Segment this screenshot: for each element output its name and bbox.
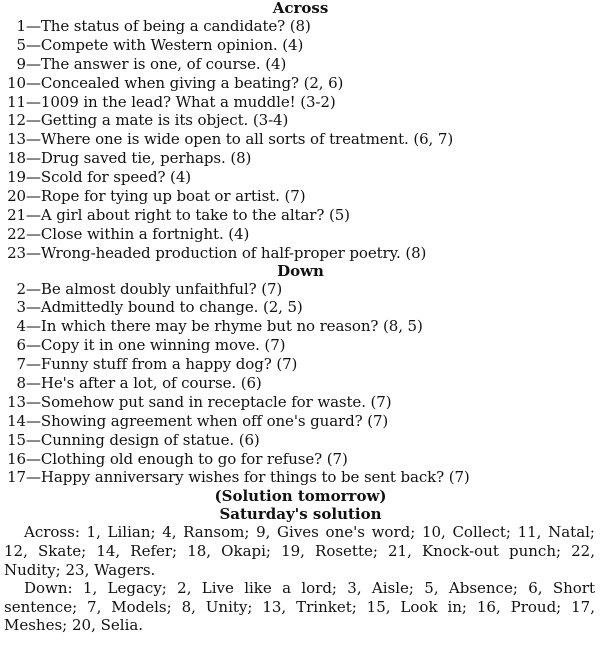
clue-text: —Be almost doubly unfaithful? (7) [26, 279, 283, 298]
clue-text: —Concealed when giving a beating? (2, 6) [26, 73, 344, 92]
down-clue-list [4, 280, 597, 488]
clue-text: —The status of being a candidate? (8) [26, 17, 311, 35]
across-clue-13 [4, 130, 597, 149]
down-clue-4 [4, 317, 597, 336]
across-heading: Across [272, 0, 329, 17]
saturday-solution-heading: Saturday's solution [219, 505, 382, 524]
across-clue-5 [4, 36, 597, 55]
clue-text: —A girl about right to take to the altar? (5) [26, 205, 350, 224]
clue-number: 14 [7, 411, 26, 430]
clue-number: 5 [16, 35, 26, 54]
clue-number: 13 [7, 130, 26, 149]
clue-number: 3 [16, 298, 26, 317]
solution-note: (Solution tomorrow) [214, 487, 387, 506]
across-clue-10 [4, 74, 597, 93]
clue-text: —Drug saved tie, perhaps. (8) [26, 149, 252, 168]
clue-text: —Where one is wide open to all sorts of treatment. (6, 7) [26, 130, 454, 149]
clue-text: —Cunning design of statue. (6) [26, 430, 260, 449]
clue-text: —1009 in the lead? What a muddle! (3-2) [26, 92, 336, 111]
across-clue-12 [4, 111, 597, 130]
clue-text: —Rope for tying up boat or artist. (7) [26, 187, 306, 206]
down-clue-17 [4, 468, 597, 487]
clue-number: 7 [16, 355, 26, 374]
clue-text: —Scold for speed? (4) [26, 168, 192, 187]
clue-number: 4 [16, 317, 26, 336]
clue-number: 22 [7, 224, 26, 243]
clue-text: —Admittedly bound to change. (2, 5) [26, 298, 303, 317]
across-clue-19 [4, 168, 597, 187]
clue-text: —Clothing old enough to go for refuse? (7) [26, 449, 348, 468]
across-clue-23 [4, 244, 597, 263]
clue-number: 8 [16, 374, 26, 393]
clue-text: —He's after a lot, of course. (6) [26, 374, 262, 393]
clue-text: —Wrong-headed production of half-proper poetry. (8) [26, 243, 427, 262]
clue-number: 6 [16, 336, 26, 355]
clue-text: —The answer is one, of course. (4) [26, 54, 287, 73]
clue-number: 17 [7, 468, 26, 487]
across-solution-text: Across: 1, Lilian; 4, Ransom; 9, Gives one's word; 10, Collect; 11, Natal; 12, Skate; 14, Refer; 18, Okapi; 19, Rosette; 21, Knock-out punch; 22, Nudity; 23, Wagers. [4, 523, 595, 579]
down-clue-7 [4, 355, 597, 374]
clue-text: —Close within a fortnight. (4) [26, 224, 250, 243]
down-clue-15 [4, 431, 597, 450]
clue-number: 10 [7, 73, 26, 92]
down-clue-14 [4, 412, 597, 431]
clue-number: 13 [7, 392, 26, 411]
clue-number: 1 [16, 17, 26, 35]
clue-number: 11 [7, 92, 26, 111]
clue-number: 15 [7, 430, 26, 449]
clue-text: —Happy anniversary wishes for things to be sent back? (7) [26, 468, 470, 487]
clue-number: 20 [7, 187, 26, 206]
across-clue-list [4, 17, 597, 263]
clue-number: 23 [7, 243, 26, 262]
clue-text: —Showing agreement when off one's guard? (7) [26, 411, 389, 430]
clue-number: 16 [7, 449, 26, 468]
down-clue-16 [4, 450, 597, 469]
clue-number: 19 [7, 168, 26, 187]
down-clue-2 [4, 280, 597, 299]
clue-number: 2 [16, 279, 26, 298]
across-clue-21 [4, 206, 597, 225]
clue-number: 18 [7, 149, 26, 168]
across-clue-22 [4, 225, 597, 244]
clue-text: —Funny stuff from a happy dog? (7) [26, 355, 298, 374]
down-clue-8 [4, 374, 597, 393]
across-clue-11 [4, 93, 597, 112]
clue-number: 12 [7, 111, 26, 130]
across-clue-20 [4, 187, 597, 206]
clue-text: —Getting a mate is its object. (3-4) [26, 111, 289, 130]
clue-number: 21 [7, 205, 26, 224]
clue-text: —Compete with Western opinion. (4) [26, 35, 304, 54]
down-solution-text: Down: 1, Legacy; 2, Live like a lord; 3, Aisle; 5, Absence; 6, Short sentence; 7, Models; 8, Unity; 13, Trinket; 15, Look in; 16, Proud; 17, Meshes; 20, Selia. [4, 579, 595, 635]
clue-text: —Copy it in one winning move. (7) [26, 336, 286, 355]
clue-number: 9 [16, 54, 26, 73]
down-heading: Down [277, 261, 324, 280]
clue-text: —In which there may be rhyme but no reason? (8, 5) [26, 317, 423, 336]
down-clue-3 [4, 298, 597, 317]
clue-text: —Somehow put sand in receptacle for waste. (7) [26, 392, 392, 411]
across-clue-18 [4, 149, 597, 168]
across-clue-1 [4, 17, 597, 36]
across-clue-9 [4, 55, 597, 74]
down-clue-13 [4, 393, 597, 412]
down-clue-6 [4, 336, 597, 355]
